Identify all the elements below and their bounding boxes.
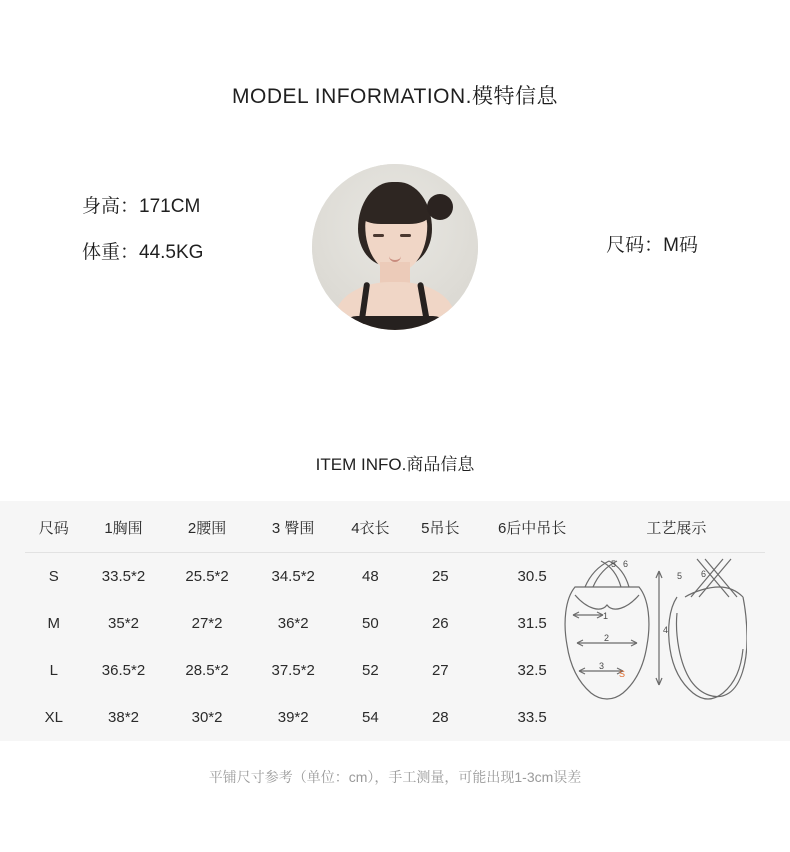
header-bust: 1胸围 bbox=[83, 501, 165, 553]
header-hip: 3 臀围 bbox=[250, 501, 337, 553]
cell-hip: 34.5*2 bbox=[271, 568, 315, 585]
size-table-wrapper bbox=[0, 501, 790, 741]
cell-waist: 25.5*2 bbox=[185, 568, 229, 585]
size-table-body bbox=[25, 553, 765, 742]
item-info-title: ITEM INFO.商品信息 bbox=[315, 455, 475, 474]
model-weight-row bbox=[82, 230, 203, 276]
diagram-label-s: S bbox=[619, 669, 626, 679]
model-eye-right bbox=[400, 234, 411, 237]
cell-length: 48 bbox=[362, 568, 379, 585]
cell-back-strap-length: 30.5 bbox=[517, 568, 547, 585]
cell-size: S bbox=[48, 568, 59, 585]
cell-strap-length: 28 bbox=[431, 709, 449, 726]
cell-hip: 36*2 bbox=[277, 615, 309, 632]
cell-strap-length: 26 bbox=[431, 615, 449, 632]
cell-length: 52 bbox=[362, 662, 379, 679]
model-weight-label: 体重： bbox=[82, 242, 140, 263]
cell-hip: 39*2 bbox=[277, 709, 309, 726]
model-height-row bbox=[82, 184, 203, 230]
cell-back-strap-length: 32.5 bbox=[517, 662, 547, 679]
cell-back-strap-length: 31.5 bbox=[517, 615, 547, 632]
model-information-title: MODEL INFORMATION.模特信息 bbox=[232, 85, 558, 108]
cell-bust: 36.5*2 bbox=[101, 662, 146, 679]
model-size-value: M码 bbox=[663, 235, 698, 256]
model-fringe bbox=[362, 194, 428, 224]
diagram-label-5-front: 5 bbox=[611, 559, 617, 569]
diagram-label-6-back: 6 bbox=[701, 569, 707, 579]
diagram-label-2: 2 bbox=[604, 633, 610, 643]
model-photo bbox=[312, 164, 478, 330]
cell-size: M bbox=[47, 615, 61, 632]
cell-hip: 37.5*2 bbox=[271, 662, 315, 679]
diagram-label-3: 3 bbox=[599, 661, 605, 671]
cell-size: L bbox=[49, 662, 58, 679]
model-height-label: 身高： bbox=[82, 196, 140, 217]
model-height-value: 171CM bbox=[139, 196, 201, 217]
cell-bust: 33.5*2 bbox=[101, 568, 146, 585]
model-measurements bbox=[82, 184, 203, 276]
header-back-strap-length: 6后中吊长 bbox=[477, 501, 588, 553]
model-size bbox=[606, 230, 698, 257]
cell-length: 50 bbox=[362, 615, 379, 632]
size-table-header-row bbox=[25, 501, 765, 553]
cell-craft-diagram bbox=[588, 553, 765, 742]
diagram-label-6-front: 6 bbox=[623, 559, 629, 569]
cell-back-strap-length: 33.5 bbox=[517, 709, 547, 726]
cell-waist: 27*2 bbox=[191, 615, 223, 632]
model-size-label: 尺码： bbox=[606, 235, 664, 256]
header-strap-length: 5吊长 bbox=[404, 501, 477, 553]
model-weight-value: 44.5KG bbox=[139, 242, 204, 263]
model-garment bbox=[339, 316, 451, 330]
model-eye-left bbox=[373, 234, 384, 237]
model-hair-bun bbox=[427, 194, 453, 220]
header-size: 尺码 bbox=[25, 501, 83, 553]
size-table-note: 平铺尺寸参考（单位：cm），手工测量，可能出现1-3cm误差 bbox=[208, 769, 582, 785]
diagram-label-5-back: 5 bbox=[677, 571, 683, 581]
header-waist: 2腰围 bbox=[164, 501, 249, 553]
cell-waist: 30*2 bbox=[191, 709, 223, 726]
diagram-label-1: 1 bbox=[603, 611, 609, 621]
model-information-block bbox=[0, 158, 790, 388]
header-craft-display: 工艺展示 bbox=[588, 501, 765, 553]
size-table-head bbox=[25, 501, 765, 553]
cell-strap-length: 25 bbox=[431, 568, 449, 585]
size-table bbox=[25, 501, 765, 741]
cell-strap-length: 27 bbox=[431, 662, 449, 679]
cell-waist: 28.5*2 bbox=[185, 662, 229, 679]
diagram-label-4: 4 bbox=[663, 625, 669, 635]
cell-size: XL bbox=[44, 709, 63, 726]
table-row bbox=[25, 553, 765, 601]
cell-bust: 35*2 bbox=[108, 615, 139, 632]
header-length: 4衣长 bbox=[337, 501, 404, 553]
cell-length: 54 bbox=[362, 709, 379, 726]
cell-bust: 38*2 bbox=[108, 709, 139, 726]
